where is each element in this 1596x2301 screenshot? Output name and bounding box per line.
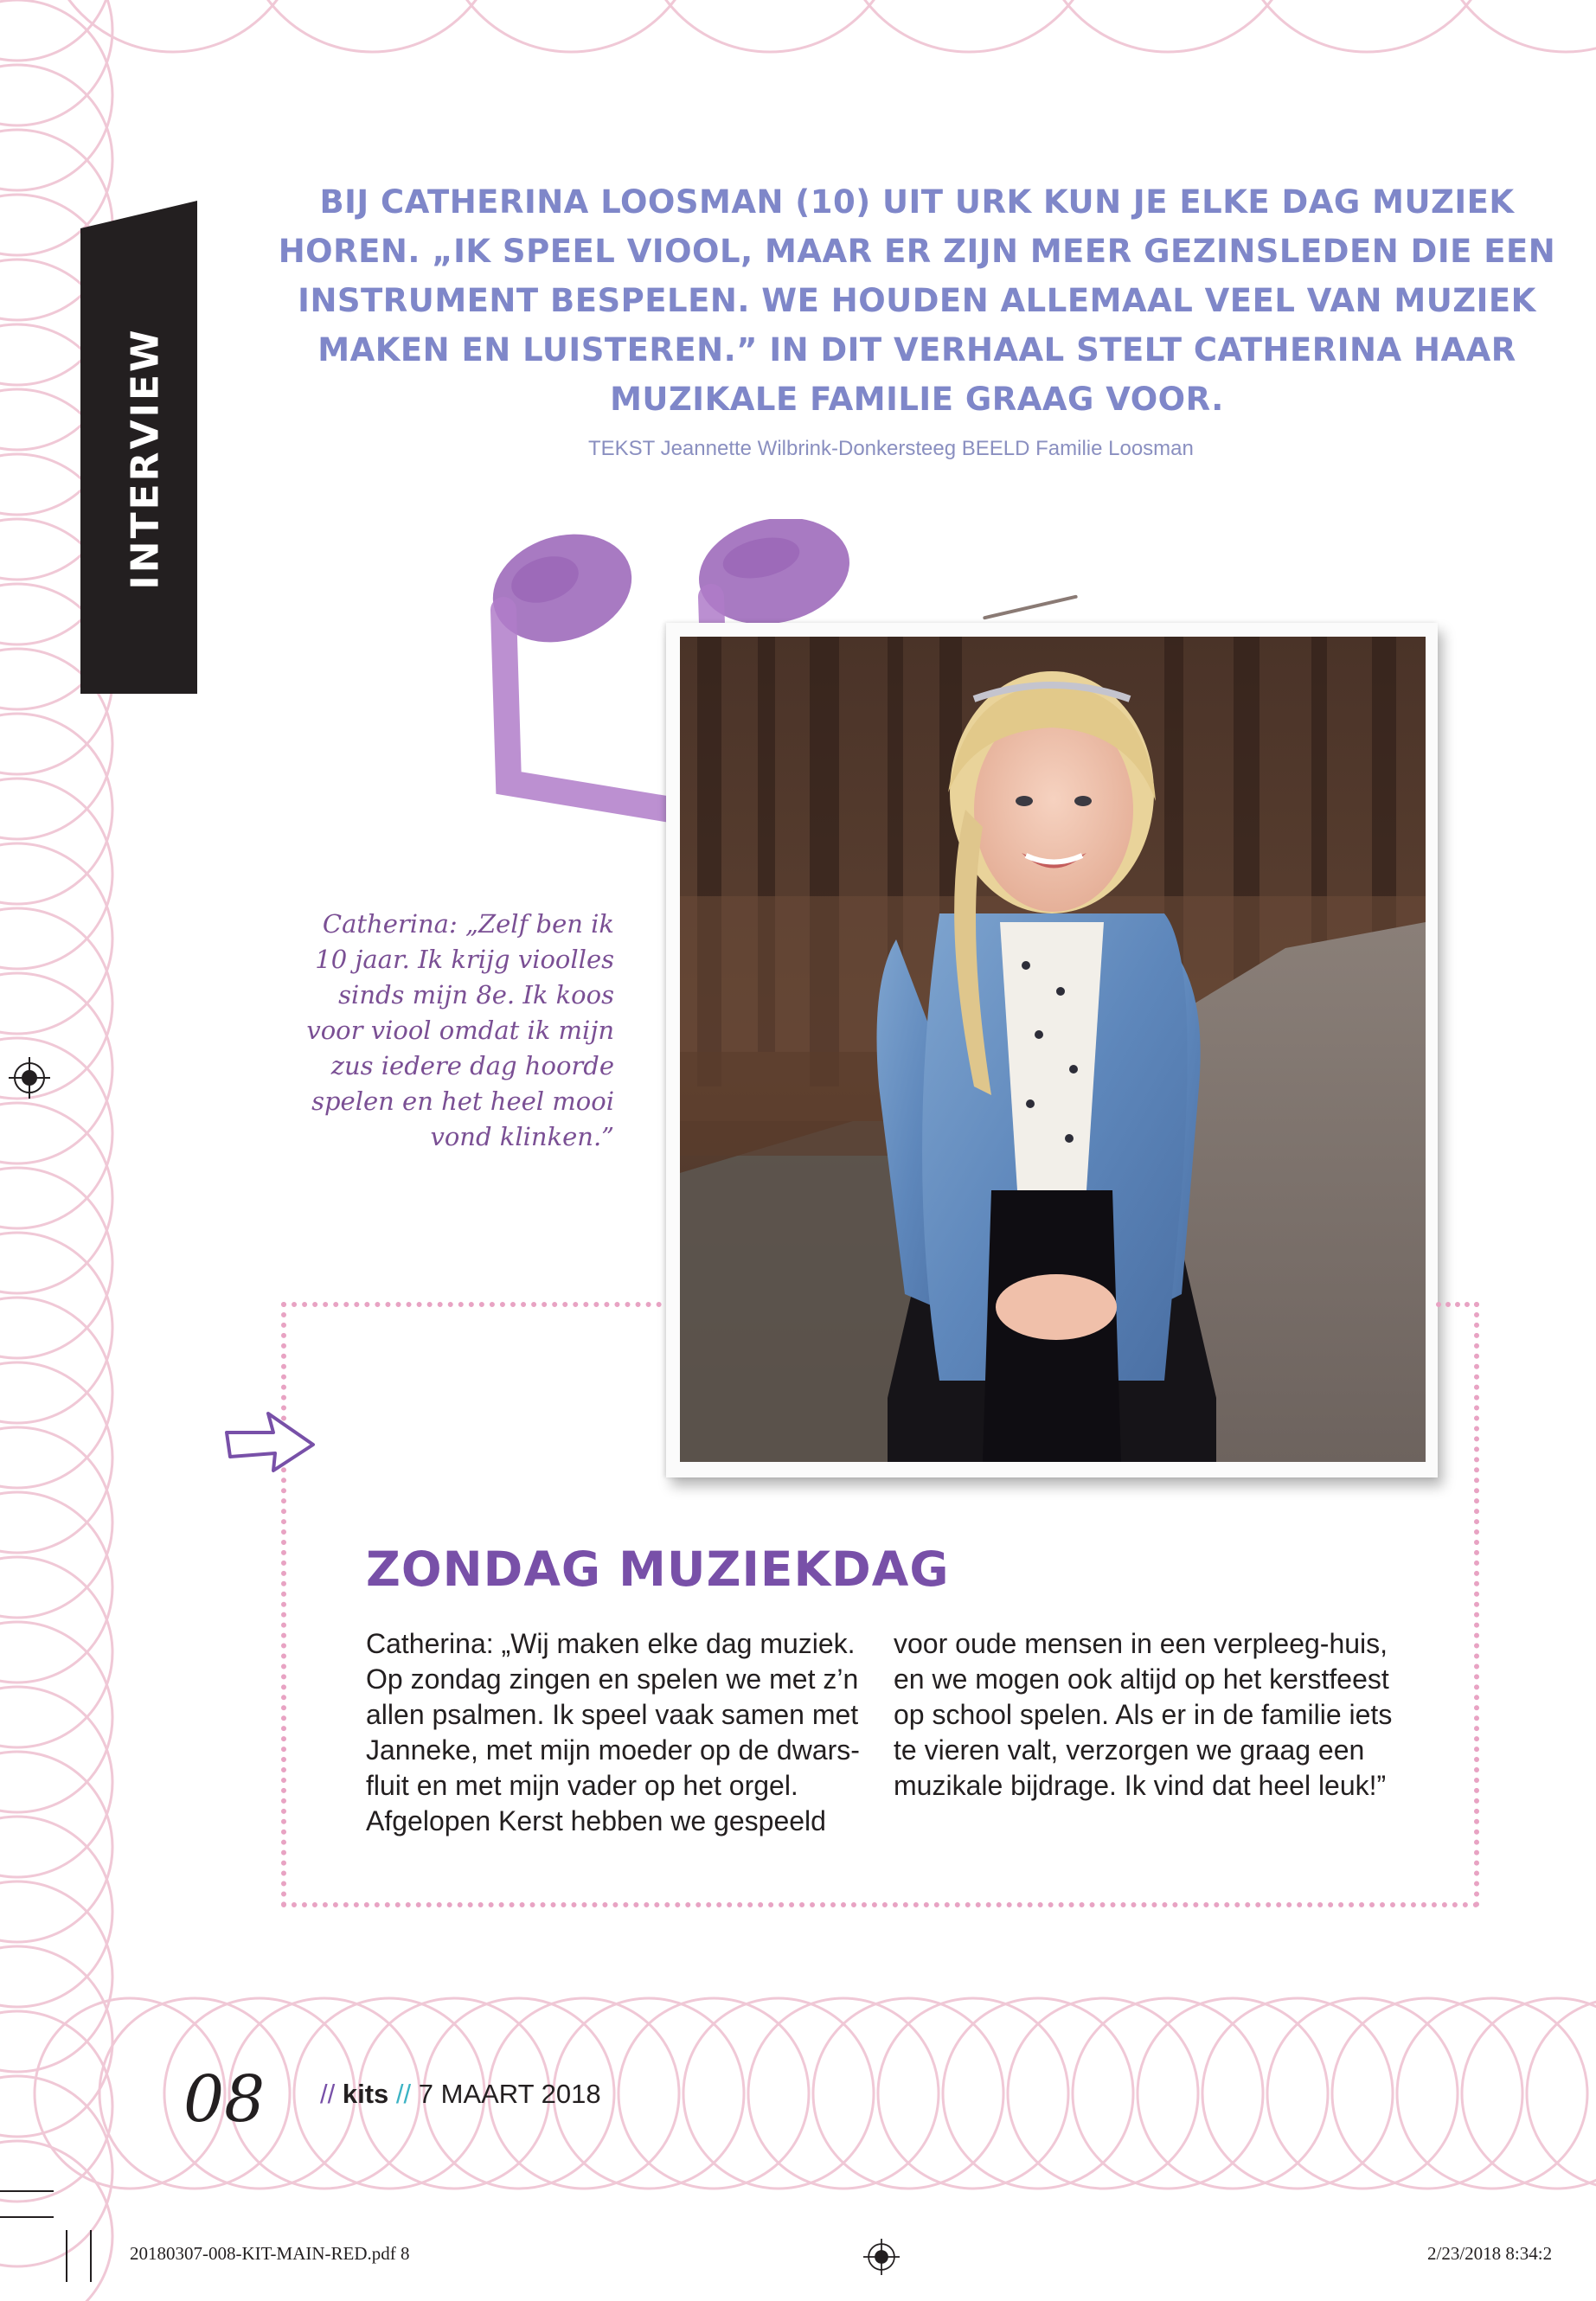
footer-slashes-2: // xyxy=(395,2079,412,2109)
dotted-box-top-border-right xyxy=(1436,1302,1479,1307)
pattern-circle xyxy=(0,1946,112,2137)
pattern-circle xyxy=(683,1998,874,2189)
pattern-circle xyxy=(0,1687,112,1877)
pattern-circle xyxy=(1332,1998,1522,2189)
footer-slashes: // xyxy=(320,2079,336,2109)
pattern-circle xyxy=(748,1998,939,2189)
pattern-circle xyxy=(242,0,502,52)
dotted-box-top-border xyxy=(281,1302,662,1307)
trim-mark xyxy=(90,2230,92,2282)
body-column-2: voor oude mensen in een verpleeg-huis, en we mogen ook altijd op het kerstfeest op school spelen. Als er in de familie iets te vieren valt, verzorgen we graag een muzikale bijdrage. Ik vind dat heel leuk!” xyxy=(894,1628,1393,1801)
pattern-circle xyxy=(441,0,701,52)
pattern-circle xyxy=(1038,0,1298,52)
pattern-circle xyxy=(0,1168,112,1358)
pattern-circle xyxy=(0,1362,112,1553)
pattern-circle xyxy=(1462,1998,1596,2189)
pattern-circle xyxy=(0,1557,112,1747)
issue-date: 7 MAART 2018 xyxy=(418,2079,601,2109)
pull-quote: Catherina: „Zelf ben ik 10 jaar. Ik krijg vioolles sinds mijn 8e. Ik koos voor viool omdat ik mijn zus iedere dag hoorde spelen en het heel mooi vond klinken.” xyxy=(306,909,614,1151)
pattern-circle xyxy=(1397,1998,1587,2189)
pattern-circle xyxy=(0,1427,112,1618)
pattern-circle xyxy=(0,1492,112,1682)
magazine-name: kits xyxy=(342,2079,389,2109)
pattern-circle xyxy=(1267,1998,1458,2189)
pattern-circle xyxy=(1008,1998,1198,2189)
pattern-circle xyxy=(0,714,112,904)
print-slug-timestamp: 2/23/2018 8:34:2 xyxy=(1427,2243,1553,2264)
trim-mark xyxy=(66,2230,67,2282)
body-column-1: Catherina: „Wij maken elke dag muziek. Op zondag zingen en spelen we met z’n allen psalmen. Ik speel vaak samen met Janneke, met mijn moeder op de dwars-fluit en met mijn vader op het orgel. Afgelopen Kerst hebben we gespeeld xyxy=(366,1628,860,1836)
section-tab-label: INTERVIEW xyxy=(123,327,168,590)
arrow-right-icon xyxy=(223,1408,318,1477)
pattern-circle xyxy=(0,1622,112,1812)
pattern-circle xyxy=(0,1233,112,1423)
pattern-circle xyxy=(878,1998,1068,2189)
section-heading: ZONDAG MUZIEKDAG xyxy=(366,1541,950,1597)
pattern-circle xyxy=(943,1998,1133,2189)
pattern-circle xyxy=(640,0,900,52)
pattern-circle xyxy=(1138,1998,1328,2189)
pattern-circle xyxy=(839,0,1099,52)
print-slug-file: 20180307-008-KIT-MAIN-RED.pdf 8 xyxy=(130,2243,410,2264)
pattern-circle xyxy=(1237,0,1497,52)
pattern-circle xyxy=(813,1998,1003,2189)
pattern-circle xyxy=(0,2076,112,2266)
trim-mark xyxy=(0,2216,54,2218)
footer-line xyxy=(320,2079,601,2110)
trim-mark xyxy=(0,2190,54,2192)
pattern-circle xyxy=(619,1998,809,2189)
pattern-circle xyxy=(0,1752,112,1942)
pattern-circle xyxy=(0,0,112,190)
registration-mark-bottom-icon xyxy=(863,2239,900,2275)
article-credits: TEKST Jeannette Wilbrink-Donkersteeg BEELD Familie Loosman xyxy=(588,437,1194,460)
pattern-circle xyxy=(1202,1998,1393,2189)
pattern-circle xyxy=(0,2141,112,2301)
intro-text: BIJ CATHERINA LOOSMAN (10) UIT URK KUN JE ELKE DAG MUZIEK HOREN. „IK SPEEL VIOOL, MAAR ER ZIJN MEER GEZINSLEDEN DIE EEN INSTRUMENT BESPELEN. WE HOUDEN ALLEMAAL VEEL VAN MUZIEK MAKEN EN LUISTEREN.” IN DIT VERHAAL STELT CATHERINA HAAR MUZIKALE FAMILIE GRAAG VOOR. xyxy=(278,183,1556,418)
registration-mark-icon xyxy=(9,1057,50,1099)
pattern-circle xyxy=(0,779,112,969)
pattern-circle xyxy=(1073,1998,1263,2189)
pattern-circle xyxy=(1436,0,1596,52)
pattern-circle xyxy=(0,1103,112,1293)
pattern-circle xyxy=(0,843,112,1034)
pattern-circle xyxy=(0,1817,112,2007)
pattern-circle xyxy=(0,2011,112,2202)
page-number: 08 xyxy=(183,2062,266,2137)
pattern-circle xyxy=(0,1298,112,1488)
pattern-circle xyxy=(0,1881,112,2072)
